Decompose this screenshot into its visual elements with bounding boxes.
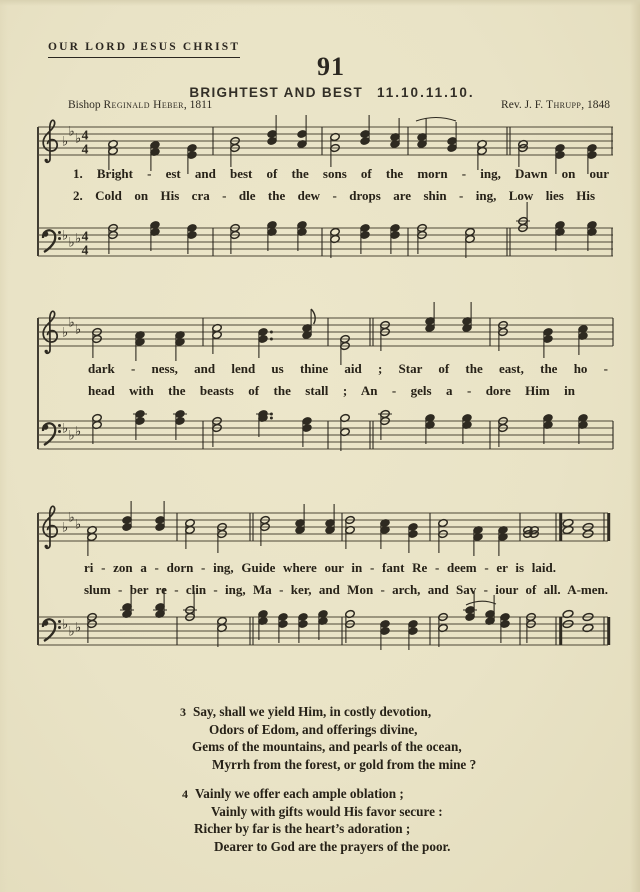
note-chord xyxy=(230,137,240,167)
note-chord xyxy=(587,221,597,251)
note-chord xyxy=(473,526,483,556)
system-2 xyxy=(38,302,613,451)
note-chord xyxy=(516,202,530,232)
flat-sign: ♭ xyxy=(75,231,82,247)
note-chord xyxy=(295,504,305,534)
note-chord xyxy=(340,414,350,451)
system-1 xyxy=(38,115,613,258)
note-chord xyxy=(543,414,553,444)
treble-clef-icon xyxy=(43,311,57,353)
verse-number: 4 xyxy=(182,787,188,801)
note-chord xyxy=(212,417,222,447)
note-chord xyxy=(217,617,227,647)
composer-credit xyxy=(501,99,610,111)
note-chord xyxy=(360,224,370,254)
flat-sign: ♭ xyxy=(75,322,82,338)
verse-line: Myrrh from the forest, or gold from the mine ? xyxy=(212,756,477,772)
flat-sign: ♭ xyxy=(75,131,82,147)
note-chord xyxy=(302,417,312,447)
system-3-treble-staff xyxy=(38,501,610,556)
note-chord xyxy=(465,228,475,258)
note-chord xyxy=(360,115,370,145)
note-chord xyxy=(380,519,390,549)
author-name: Reginald Heber xyxy=(103,99,184,111)
running-head: OUR LORD JESUS CHRIST xyxy=(48,41,240,58)
composer-year: , 1848 xyxy=(581,99,610,111)
time-signature: 4 xyxy=(81,141,89,157)
time-signature: 4 xyxy=(81,242,89,258)
bass-clef-icon xyxy=(43,423,61,445)
note-chord xyxy=(87,613,97,643)
note-chord xyxy=(330,228,340,258)
verse-line: Odors of Edom, and offerings divine, xyxy=(209,721,418,737)
note-chord xyxy=(498,417,508,447)
bass-clef-icon xyxy=(43,619,61,641)
flat-sign: ♭ xyxy=(68,315,75,331)
barline xyxy=(556,617,562,645)
verse-number: 3 xyxy=(180,705,186,719)
note-chord xyxy=(345,516,355,549)
verse-4 xyxy=(182,785,450,855)
verse-line: Richer by far is the heart’s adoration ; xyxy=(194,821,411,837)
note-chord xyxy=(217,523,227,553)
note-chord xyxy=(562,609,574,628)
tie-slur xyxy=(466,601,496,605)
note-chord xyxy=(258,610,268,640)
note-chord xyxy=(438,613,448,647)
flat-sign: ♭ xyxy=(62,325,69,341)
hymn-meter: 11.10.11.10. xyxy=(377,85,475,100)
note-chord xyxy=(155,501,165,531)
note-chord xyxy=(175,331,185,361)
note-chord xyxy=(462,414,472,444)
flat-sign: ♭ xyxy=(75,424,82,440)
note-chord xyxy=(523,526,539,538)
barline xyxy=(604,513,610,541)
verse-line: 3 Say, shall we yield Him, in costly devotion, xyxy=(180,704,432,719)
note-chord xyxy=(135,331,145,361)
verse-line: Gems of the mountains, and pearls of the ocean, xyxy=(192,739,462,755)
note-chord xyxy=(380,620,390,650)
barline xyxy=(370,421,373,449)
author-credit xyxy=(68,99,212,111)
note-chord xyxy=(582,612,594,632)
note-chord xyxy=(108,224,118,254)
verse-3 xyxy=(180,703,476,773)
note-chord xyxy=(256,410,273,437)
flat-sign: ♭ xyxy=(62,134,69,150)
note-chord xyxy=(543,328,553,358)
note-chord xyxy=(500,613,510,643)
note-chord xyxy=(297,221,307,251)
system-3 xyxy=(38,501,610,650)
tie-slur xyxy=(416,118,456,122)
note-chord xyxy=(87,526,97,556)
note-chord xyxy=(582,522,594,538)
barline xyxy=(370,318,373,346)
note-chord xyxy=(298,613,308,643)
note-chord xyxy=(578,414,588,444)
lyric-line-verse1-system1: 1. Bright - est and best of the sons of the morn - ing, Dawn on our xyxy=(73,166,609,181)
note-chord xyxy=(485,595,495,625)
flat-sign: ♭ xyxy=(62,421,69,437)
flat-sign: ♭ xyxy=(62,617,69,633)
note-chord xyxy=(378,410,392,440)
author-year: , 1811 xyxy=(183,99,213,111)
note-chord xyxy=(390,118,400,148)
note-chord xyxy=(438,519,448,553)
note-chord xyxy=(417,118,427,148)
note-chord xyxy=(133,410,147,440)
note-chord xyxy=(330,133,340,167)
note-chord xyxy=(297,115,307,148)
note-chord xyxy=(578,325,588,355)
flat-sign: ♭ xyxy=(68,428,75,444)
note-chord xyxy=(447,122,457,152)
lyric-line-verse2-system3: slum - ber re - clin - ing, Ma - ker, and Mon - arch, and Sav - iour of all. A-men. xyxy=(84,582,608,597)
bass-clef-icon xyxy=(43,230,61,252)
barline xyxy=(250,617,253,645)
note-chord xyxy=(562,518,574,534)
note-chord xyxy=(278,613,288,643)
flat-sign: ♭ xyxy=(68,124,75,140)
note-chord xyxy=(92,414,102,444)
composer-prefix: Rev. J. F. xyxy=(501,99,547,111)
note-chord xyxy=(150,221,160,251)
note-chord xyxy=(187,224,197,254)
note-chord xyxy=(325,504,335,534)
verse-line: Vainly with gifts would His favor secure : xyxy=(211,803,443,819)
note-chord xyxy=(318,610,328,640)
note-chord xyxy=(92,328,102,358)
note-chord xyxy=(267,115,277,145)
note-chord xyxy=(425,302,435,332)
note-chord xyxy=(462,302,472,332)
barline xyxy=(507,228,510,256)
note-chord xyxy=(260,516,270,546)
system-2-treble-staff xyxy=(38,302,613,365)
note-chord xyxy=(526,613,536,643)
flat-sign: ♭ xyxy=(75,620,82,636)
note-chord xyxy=(390,224,400,254)
flat-sign: ♭ xyxy=(68,235,75,251)
lyric-line-verse2-system2: head with the beasts of the stall ; An - gels a - dore Him in xyxy=(88,383,575,398)
hymn-number: 91 xyxy=(317,52,345,81)
flat-sign: ♭ xyxy=(62,228,69,244)
barline xyxy=(507,127,510,155)
note-chord xyxy=(425,414,435,444)
note-chord xyxy=(408,620,418,650)
note-chord xyxy=(185,519,195,549)
system-1-bass-staff xyxy=(38,202,613,258)
time-signature: 4 xyxy=(81,127,89,143)
note-chord xyxy=(380,321,390,351)
note-chord xyxy=(122,501,132,531)
barline xyxy=(556,513,562,541)
flat-sign: ♭ xyxy=(62,520,69,536)
note-chord xyxy=(230,224,240,254)
verse-line: 4 Vainly we offer each ample oblation ; xyxy=(182,786,404,801)
system-2-bass-staff xyxy=(38,410,613,451)
author-prefix: Bishop xyxy=(68,99,104,111)
note-chord xyxy=(498,321,508,351)
note-chord xyxy=(212,324,222,354)
time-signature: 4 xyxy=(81,228,89,244)
composer-name: Thrupp xyxy=(546,99,582,111)
verse-line: Dearer to God are the prayers of the poor. xyxy=(214,838,451,854)
flat-sign: ♭ xyxy=(75,517,82,533)
treble-clef-icon xyxy=(43,506,57,548)
note-chord xyxy=(267,221,277,251)
note-chord xyxy=(408,523,418,553)
note-chord xyxy=(258,328,273,358)
hymn-title: BRIGHTEST AND BEST xyxy=(189,85,364,100)
title-line xyxy=(0,85,640,100)
note-chord xyxy=(555,221,565,251)
note-chord xyxy=(417,224,427,254)
treble-clef-icon xyxy=(43,120,57,162)
lyric-line-verse1-system2: dark - ness, and lend us thine aid ; Star of the east, the ho - xyxy=(88,361,608,376)
note-chord xyxy=(498,526,508,556)
note-chord xyxy=(302,309,315,339)
barline xyxy=(250,513,253,541)
note-chord xyxy=(518,140,528,167)
barline xyxy=(604,617,610,645)
lyric-line-verse2-system1: 2. Cold on His cra - dle the dew - drops are shin - ing, Low lies His xyxy=(73,188,595,203)
note-chord xyxy=(173,410,187,440)
note-chord xyxy=(345,610,355,643)
system-3-bass-staff xyxy=(38,588,610,650)
flat-sign: ♭ xyxy=(68,510,75,526)
flat-sign: ♭ xyxy=(68,624,75,640)
lyric-line-verse1-system3: ri - zon a - dorn - ing, Guide where our in - fant Re - deem - er is laid. xyxy=(84,560,556,575)
